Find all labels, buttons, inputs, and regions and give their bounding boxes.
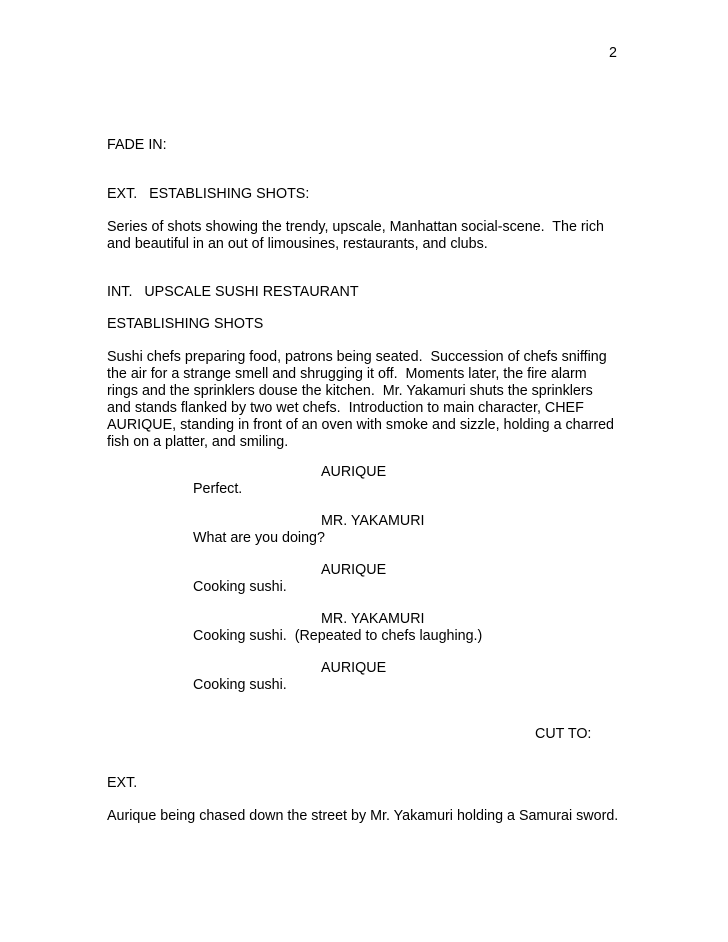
character-cue: AURIQUE — [321, 660, 387, 676]
action-line: Series of shots showing the trendy, upscale, Manhattan social-scene. The rich — [107, 219, 604, 235]
scene-heading-restaurant: INT. UPSCALE SUSHI RESTAURANT — [107, 284, 359, 300]
dialogue-line: Cooking sushi. (Repeated to chefs laughing.) — [193, 628, 483, 644]
action-line: fish on a platter, and smiling. — [107, 434, 289, 450]
action-line: rings and the sprinklers douse the kitchen. Mr. Yakamuri shuts the sprinklers — [107, 383, 593, 399]
character-cue: AURIQUE — [321, 562, 387, 578]
dialogue-line: Cooking sushi. — [193, 579, 287, 595]
scene-heading-ext: EXT. — [107, 775, 138, 791]
dialogue-line: Cooking sushi. — [193, 677, 287, 693]
transition-cut-to: CUT TO: — [535, 726, 592, 742]
action-line: the air for a strange smell and shrugging it off. Moments later, the fire alarm — [107, 366, 587, 382]
page-number: 2 — [609, 45, 617, 61]
action-line: AURIQUE, standing in front of an oven with smoke and sizzle, holding a charred — [107, 417, 615, 433]
fade-in: FADE IN: — [107, 137, 167, 153]
character-cue: MR. YAKAMURI — [321, 513, 425, 529]
action-establishing — [107, 219, 627, 253]
action-line: and stands flanked by two wet chefs. Introduction to main character, CHEF — [107, 400, 584, 416]
dialogue-line: What are you doing? — [193, 530, 325, 546]
dialogue-line: Perfect. — [193, 481, 243, 497]
scene-heading-establishing: EXT. ESTABLISHING SHOTS: — [107, 186, 310, 202]
character-cue: AURIQUE — [321, 464, 387, 480]
action-chase: Aurique being chased down the street by Mr. Yakamuri holding a Samurai sword. — [107, 808, 619, 824]
scene-subheading: ESTABLISHING SHOTS — [107, 316, 264, 332]
action-line: Sushi chefs preparing food, patrons being seated. Succession of chefs sniffing — [107, 349, 607, 365]
action-line: and beautiful in an out of limousines, restaurants, and clubs. — [107, 236, 488, 252]
action-restaurant — [107, 349, 627, 451]
character-cue: MR. YAKAMURI — [321, 611, 425, 627]
